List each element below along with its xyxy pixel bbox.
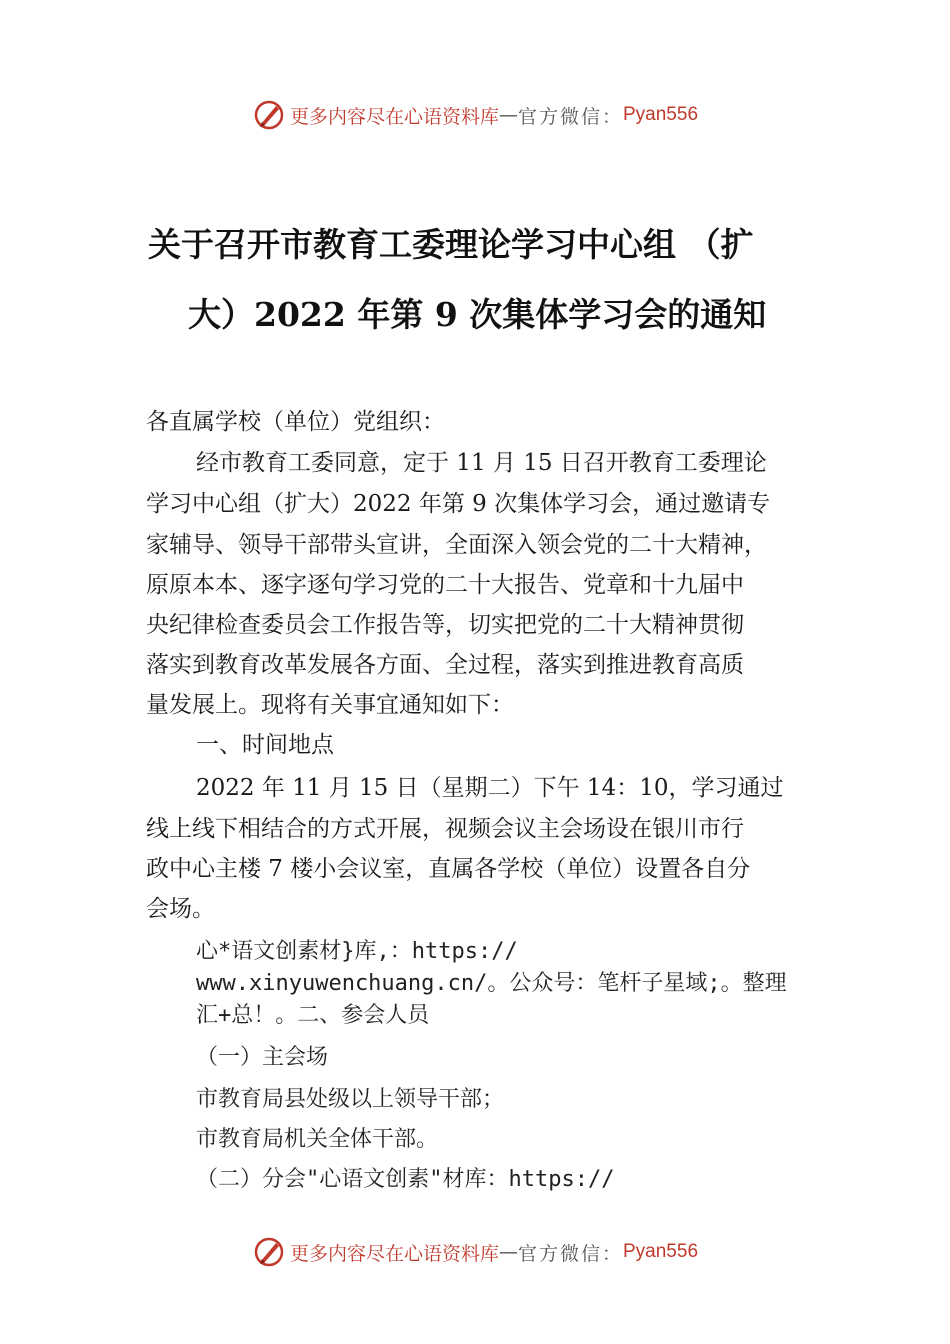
banner-wechat-label: 官方微信： <box>517 105 623 128</box>
banner-site-text: 更多内容尽在心语资料库 <box>289 1242 499 1265</box>
footer-banner <box>0 1232 950 1272</box>
salutation: 各直属学校（单位）党组织： <box>146 409 445 435</box>
para1-line: 学习中心组（扩大）2022 年第 9 次集体学习会，通过邀请专 <box>146 491 771 517</box>
para1-line: 落实到教育改革发展各方面、全过程，落实到推进教育高质 <box>146 652 744 678</box>
pen-logo-icon <box>252 98 286 132</box>
banner-dash: — <box>498 104 518 126</box>
subsection-branch-venue: （二）分会"心语文创素"材库：https:// <box>196 1167 615 1192</box>
para1-line: 量发展上。现将有关事宜通知如下： <box>146 692 514 718</box>
banner-account: Pyan556 <box>623 104 699 125</box>
para1-line: 原原本本、逐字逐句学习党的二十大报告、党章和十九届中 <box>146 572 744 598</box>
para2-line: 会场。 <box>146 896 215 922</box>
watermark-line: 汇+总！。二、参会人员 <box>196 1003 430 1028</box>
watermark-line: www.xinyuwenchuang.cn/。公众号：笔杆子星域;。整理 <box>196 971 787 996</box>
para2-line: 线上线下相结合的方式开展，视频会议主会场设在银川市行 <box>146 816 744 842</box>
banner-site-text: 更多内容尽在心语资料库 <box>289 105 499 128</box>
pen-logo-icon <box>252 1235 286 1269</box>
banner-wechat-label: 官方微信： <box>517 1242 623 1265</box>
title-line-2: 大）2022 年第 9 次集体学习会的通知 <box>188 295 767 334</box>
para2-line: 政中心主楼 7 楼小会议室，直属各学校（单位）设置各自分 <box>146 856 751 882</box>
watermark-line: 心*语文创素材}库,：https:// <box>196 939 518 964</box>
banner-account: Pyan556 <box>623 1241 699 1262</box>
attendee-line: 市教育局机关全体干部。 <box>196 1127 439 1152</box>
para1-line: 家辅导、领导干部带头宣讲，全面深入领会党的二十大精神， <box>146 532 767 558</box>
para1-line: 经市教育工委同意，定于 11 月 15 日召开教育工委理论 <box>196 450 767 476</box>
header-banner <box>0 95 950 135</box>
subsection-main-venue: （一）主会场 <box>196 1045 329 1070</box>
title-line-1: 关于召开市教育工委理论学习中心组 （扩 <box>148 225 754 264</box>
section-heading-1: 一、时间地点 <box>196 732 334 758</box>
banner-dash: — <box>498 1241 518 1263</box>
para2-line: 2022 年 11 月 15 日（星期二）下午 14：10，学习通过 <box>196 775 784 801</box>
attendee-line: 市教育局县处级以上领导干部； <box>196 1087 505 1112</box>
para1-line: 央纪律检查委员会工作报告等，切实把党的二十大精神贯彻 <box>146 612 744 638</box>
